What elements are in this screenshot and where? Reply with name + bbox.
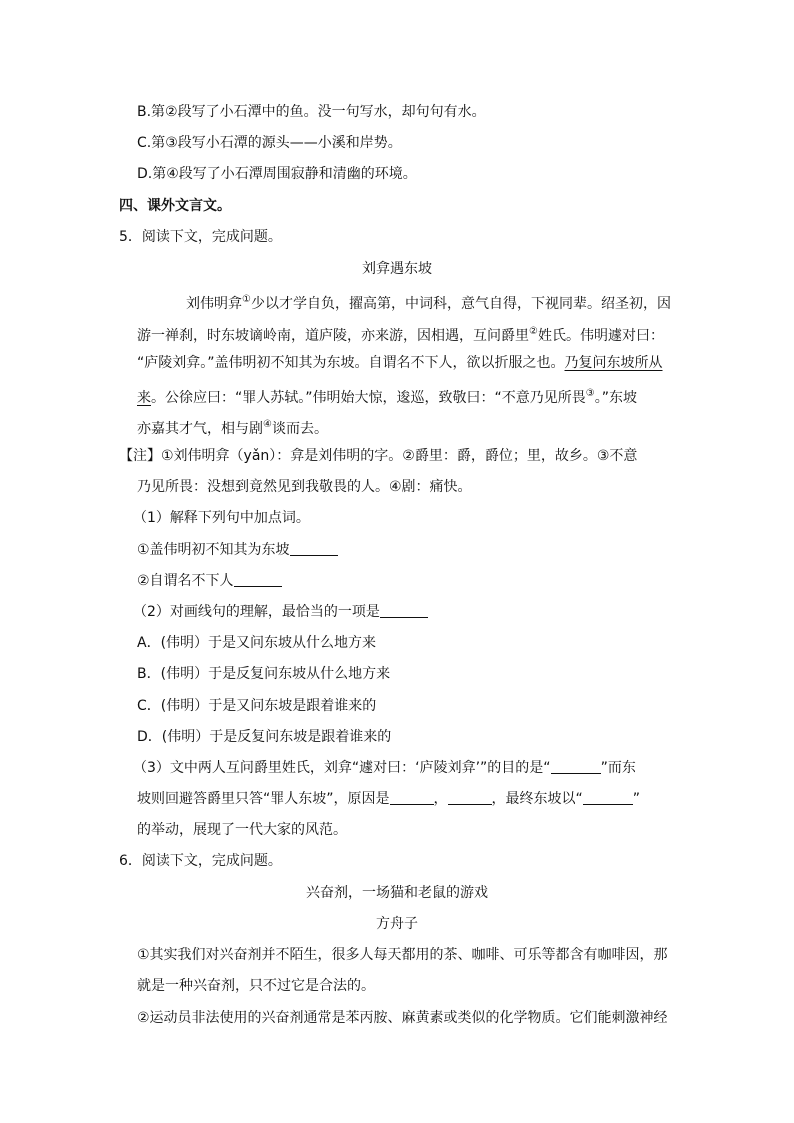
option-b[interactable]: B．(伟明）于是反复问东坡从什么地方来 (137, 666, 391, 682)
option-d-prev: D.第④段写了小石潭周围寂静和清幽的环境。 (137, 166, 417, 182)
sub-question-3-line-3: 的举动，展现了一代大家的风范。 (137, 822, 347, 838)
article-para-1-line-2: 就是一种兴奋剂，只不过它是合法的。 (137, 978, 375, 994)
section-heading: 四、课外文言文。 (119, 198, 231, 214)
sub-question-1: （1）解释下列句中加点词。 (133, 510, 310, 526)
notes-line-2: 乃见所畏：没想到竟然见到我敬畏的人。④剧：痛快。 (137, 479, 472, 495)
underlined-sentence: 乃复问东坡所从 (564, 355, 663, 371)
question-6-prompt: 6．阅读下文，完成问题。 (119, 853, 282, 869)
passage-line-1: 刘伟明弇①少以才学自负，擢高第，中词科，意气自得，下视同辈。绍圣初，因 (186, 294, 671, 312)
notes-line-1: 【注】①刘伟明弇（yǎn）：弇是刘伟明的字。②爵里：爵，爵位；里，故乡。③不意 (119, 448, 638, 464)
sub-question-3-line-1: （3）文中两人互问爵里姓氏，刘弇“遽对曰：‘庐陵刘弇’”的目的是“ ”而东 (133, 760, 636, 776)
article-author: 方舟子 (376, 916, 418, 932)
passage-title: 刘弇遇东坡 (362, 261, 432, 277)
answer-blank[interactable] (448, 790, 492, 805)
option-b-prev: B.第②段写了小石潭中的鱼。没一句写水，却句句有水。 (137, 104, 486, 120)
article-para-1-line-1: ①其实我们对兴奋剂并不陌生，很多人每天都用的茶、咖啡、可乐等都含有咖啡因，那 (137, 947, 668, 963)
note-marker-4: ④ (263, 419, 272, 430)
option-a[interactable]: A．(伟明）于是又问东坡从什么地方来 (137, 635, 377, 651)
passage-line-4: 来。公徐应曰：“罪人苏轼。”伟明始大惊，逡巡，致敬曰：“不意乃见所畏③。”东坡 (137, 388, 637, 406)
sub-question-1-item-1: ①盖伟明初不知其为东坡 (137, 540, 338, 560)
answer-blank[interactable] (380, 603, 428, 618)
sub-question-2: （2）对画线句的理解，最恰当的一项是 (133, 602, 428, 622)
option-c[interactable]: C．(伟明）于是又问东坡是跟着谁来的 (137, 698, 377, 714)
answer-blank[interactable] (234, 572, 282, 587)
passage-line-5: 亦嘉其才气，相与剧④谈而去。 (137, 419, 328, 437)
note-marker-2: ② (529, 326, 538, 337)
answer-blank[interactable] (390, 790, 434, 805)
note-marker-1: ① (242, 294, 251, 305)
answer-blank[interactable] (290, 541, 338, 556)
sub-question-1-item-2: ②自谓名不下人 (137, 571, 282, 591)
option-d[interactable]: D．(伟明）于是反复问东坡是跟着谁来的 (137, 729, 392, 745)
sub-question-3-line-2: 坡则回避答爵里只答“罪人东坡”，原因是 ， ，最终东坡以“ ” (137, 791, 641, 807)
option-c-prev: C.第③段写小石潭的源头——小溪和岸势。 (137, 135, 402, 151)
answer-blank[interactable] (583, 790, 633, 805)
question-5-prompt: 5．阅读下文，完成问题。 (119, 229, 282, 245)
article-title: 兴奋剂，一场猫和老鼠的游戏 (306, 885, 488, 901)
passage-line-2: 游一禅刹，时东坡谪岭南，道庐陵，亦来游，因相遇，互问爵里②姓氏。伟明遽对曰： (137, 326, 664, 344)
note-marker-3: ③ (585, 388, 595, 399)
answer-blank[interactable] (551, 759, 601, 774)
passage-line-3: “庐陵刘弇。”盖伟明初不知其为东坡。自谓名不下人，欲以折服之也。乃复问东坡所从 (137, 355, 663, 371)
article-para-2-line-1: ②运动员非法使用的兴奋剂通常是苯丙胺、麻黄素或类似的化学物质。它们能刺激神经 (137, 1010, 668, 1026)
